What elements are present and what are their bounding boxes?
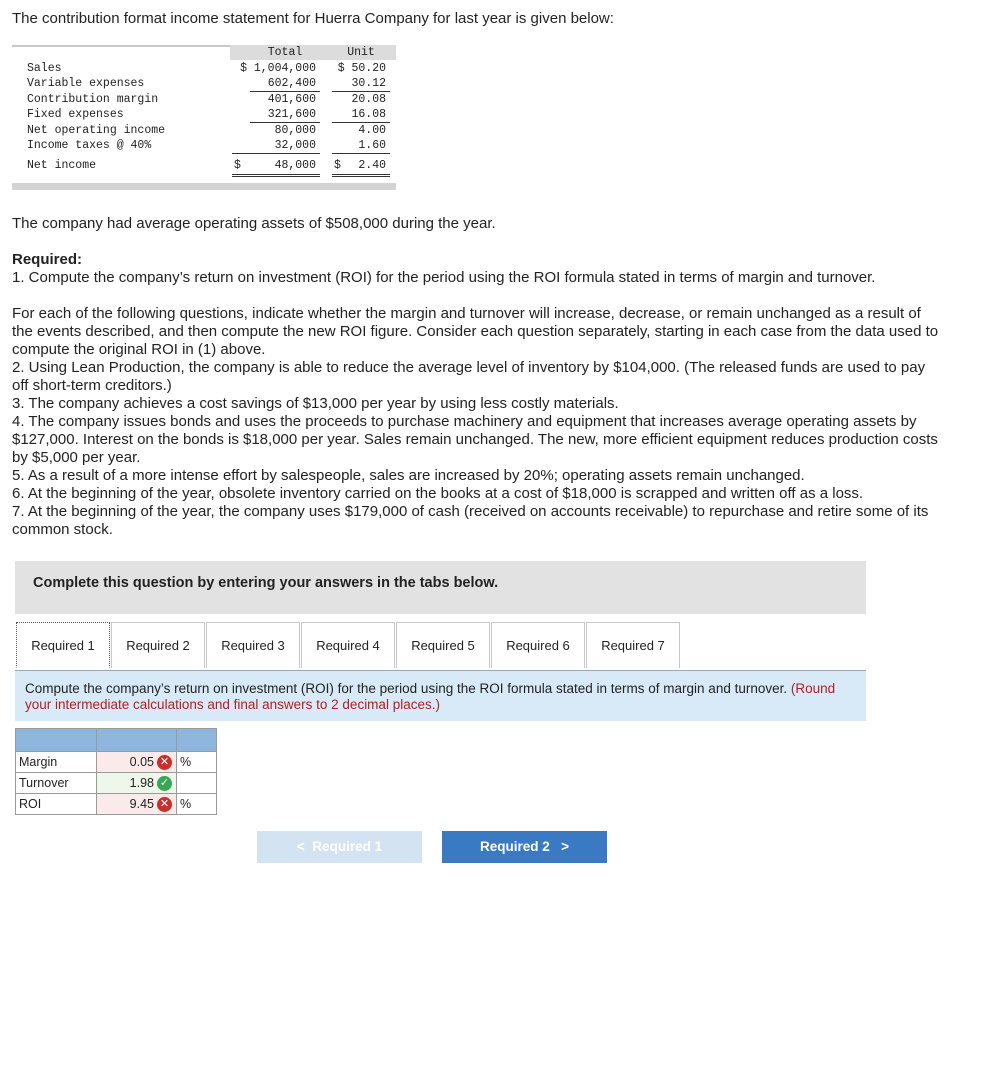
instruction-text: Complete this question by entering your answers in the tabs below. [33, 575, 499, 591]
double-rule [232, 176, 320, 177]
row-total: 321,600 [267, 108, 316, 121]
turnover-value: 1.98 [129, 776, 154, 791]
row-label: Variable expenses [27, 77, 145, 90]
question-item: 3. The company achieves a cost savings of $13,000 per year by using less costly materials. [12, 395, 619, 412]
chevron-left-icon: < [296, 839, 305, 854]
roi-unit: % [177, 794, 217, 815]
tab-required-2[interactable]: Required 2 [111, 622, 205, 668]
turnover-unit [177, 773, 217, 794]
row-label: Fixed expenses [27, 108, 124, 121]
income-statement [12, 45, 397, 191]
rounding-note: (Round your intermediate calculations and final answers to 2 decimal places.) [25, 681, 836, 712]
turnover-input[interactable] [97, 773, 177, 794]
question-intro: For each of the following questions, indicate whether the margin and turnover will increase, decrease, or remain unchanged as a result of the events described, and then compute the new ROI figure. Consider each question separately, starting in each case from the data used to compute the original ROI in (1) above. [12, 305, 939, 358]
next-button[interactable] [442, 831, 607, 863]
double-rule [332, 174, 390, 175]
question-panel [15, 671, 866, 721]
subtotal-rule [232, 153, 320, 154]
row-unit: 16.08 [351, 108, 386, 121]
tab-required-3[interactable]: Required 3 [206, 622, 300, 668]
question-list [12, 305, 942, 539]
answer-row-margin [16, 752, 217, 773]
answer-header-row [16, 729, 217, 752]
header-cell [16, 729, 97, 752]
instruction-box [15, 561, 866, 614]
tab-bar [15, 622, 866, 671]
header-unit: Unit [347, 46, 375, 59]
subtotal-rule [332, 122, 390, 123]
x-circle-icon: ✕ [157, 755, 172, 770]
net-income-dollar: $ [234, 159, 241, 172]
net-income-label: Net income [27, 159, 97, 172]
tab-required-1[interactable]: Required 1 [16, 622, 110, 668]
turnover-label: Turnover [16, 773, 97, 794]
net-income-unit: 2.40 [358, 159, 386, 172]
margin-label: Margin [16, 752, 97, 773]
row-label: Income taxes @ 40% [27, 139, 152, 152]
statement-bottom-bar [12, 183, 396, 190]
next-button-label: Required 2 [480, 839, 550, 854]
row-label: Contribution margin [27, 93, 159, 106]
row-unit: 1.60 [358, 139, 386, 152]
double-rule [332, 176, 390, 177]
roi-input[interactable] [97, 794, 177, 815]
intro-text: The contribution format income statement for Huerra Company for last year is given below: [12, 10, 614, 27]
header-cell [97, 729, 177, 752]
row-label: Sales [27, 62, 62, 75]
net-income-unit-dollar: $ [334, 159, 341, 172]
check-circle-icon: ✓ [157, 776, 172, 791]
question-item: 7. At the beginning of the year, the company uses $179,000 of cash (received on accounts receivable) to repurchase and retire some of its common stock. [12, 503, 929, 538]
answer-table [15, 728, 217, 815]
roi-value: 9.45 [129, 797, 154, 812]
subtotal-rule [332, 91, 390, 92]
tab-required-5[interactable]: Required 5 [396, 622, 490, 668]
row-unit: 30.12 [351, 77, 386, 90]
subtotal-rule [250, 122, 320, 123]
question-item: 6. At the beginning of the year, obsolete inventory carried on the books at a cost of $18,000 is scrapped and written off as a loss. [12, 485, 864, 502]
tab-required-4[interactable]: Required 4 [301, 622, 395, 668]
chevron-right-icon: > [561, 839, 569, 854]
tab-required-6[interactable]: Required 6 [491, 622, 585, 668]
prev-button-label: Required 1 [312, 839, 383, 854]
answer-row-roi [16, 794, 217, 815]
row-unit: $ 50.20 [337, 62, 386, 75]
operating-assets-text: The company had average operating assets of $508,000 during the year. [12, 215, 496, 232]
margin-value: 0.05 [129, 755, 154, 770]
question-item: 5. As a result of a more intense effort by salespeople, sales are increased by 20%; operating assets remain unchanged. [12, 467, 805, 484]
subtotal-rule [250, 91, 320, 92]
margin-unit: % [177, 752, 217, 773]
row-total: $ 1,004,000 [240, 62, 316, 75]
question-item: 4. The company issues bonds and uses the proceeds to purchase machinery and equipment that increases average operating assets by $127,000. Interest on the bonds is $18,000 per year. Sales remain unchanged. The new, more efficient equipment reduces production costs by $5,000 per year. [12, 413, 938, 466]
row-label: Net operating income [27, 124, 166, 137]
question-prompt: Compute the company’s return on investment (ROI) for the period using the ROI formula stated in terms of margin and turnover. [25, 681, 788, 696]
required-heading: Required: [12, 251, 83, 268]
row-total: 32,000 [274, 139, 316, 152]
row-total: 401,600 [267, 93, 316, 106]
answer-row-turnover [16, 773, 217, 794]
question-item: 2. Using Lean Production, the company is able to reduce the average level of inventory by $104,000. (The released funds are used to pay off short-term creditors.) [12, 359, 926, 394]
subtotal-rule [332, 153, 390, 154]
row-total: 602,400 [267, 77, 316, 90]
margin-input[interactable] [97, 752, 177, 773]
net-income-total: 48,000 [274, 159, 316, 172]
header-total: Total [267, 46, 303, 59]
statement-top-bar [12, 45, 230, 47]
row-unit: 20.08 [351, 93, 386, 106]
double-rule [232, 174, 320, 175]
header-cell [177, 729, 217, 752]
roi-label: ROI [16, 794, 97, 815]
prev-button[interactable] [257, 831, 422, 863]
question-text [25, 681, 845, 713]
tab-required-7[interactable]: Required 7 [586, 622, 680, 668]
row-unit: 4.00 [358, 124, 386, 137]
x-circle-icon: ✕ [157, 797, 172, 812]
row-total: 80,000 [274, 124, 316, 137]
required-1-text: 1. Compute the company’s return on investment (ROI) for the period using the ROI formula stated in terms of margin and turnover. [12, 269, 876, 286]
